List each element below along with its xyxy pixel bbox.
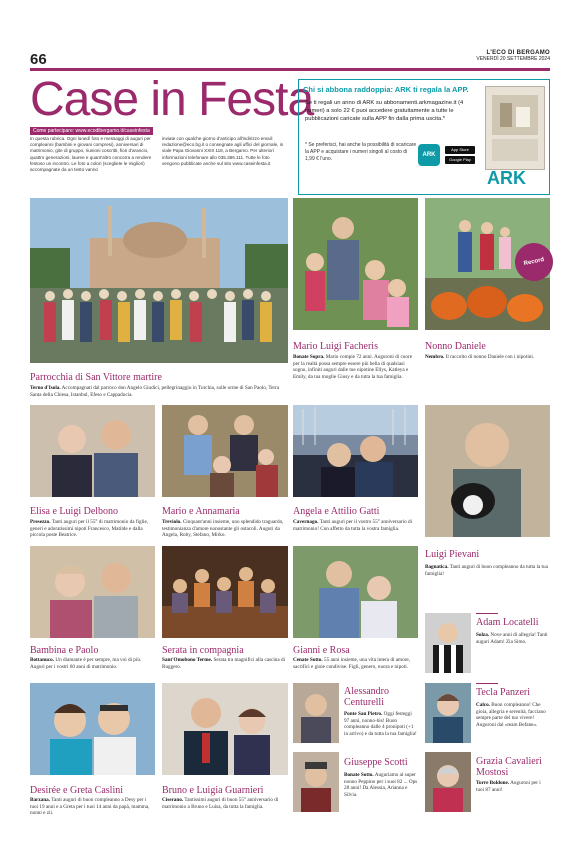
entry-title: Serata in compagnia: [162, 645, 244, 656]
entry-title: Tecla Panzeri: [476, 687, 530, 698]
issue-date: VENERDÌ 20 SETTEMBRE 2024: [476, 56, 550, 62]
header-rule: [30, 68, 550, 71]
google-play-badge[interactable]: Google Play: [445, 156, 475, 164]
ark-note: * Se preferisci, hai anche la possibilità di scaricare la APP e acquistare i numeri singoli al costo di 1,99 € l'uno.: [305, 142, 417, 162]
record-badge: Record: [511, 239, 556, 284]
newspaper-masthead: [476, 50, 550, 62]
entry-caption: Bagnatica. Tanti auguri di buon compleanno da tutta la tua famiglia!: [425, 564, 548, 577]
entry-title: Desirée e Greta Caslini: [30, 785, 124, 796]
entry-title: Grazia Cavalieri Mostosi: [476, 756, 542, 778]
entry-caption: Sant'Omobono Terme. Serata tra magnifici alla cascina di Ruggero.: [162, 657, 286, 670]
photo-adam: [425, 613, 471, 673]
entry-caption: Ponte San Pietro. Oggi festeggi 97 anni, nonno-bis! Buon compleanno dalle 4 pronipoti (+1 in arrivo) e da tutta la tua famiglia!: [344, 711, 417, 737]
entry-title: Luigi Pievani: [425, 549, 480, 560]
entry-caption: Cavernago. Tanti auguri per il vostro 55° anniversario di matrimonio! Con affetto da tutta la vostra famiglia.: [293, 519, 413, 532]
entry-caption: Ciserano. Tantissimi auguri di buon 55° anniversario di matrimonio a Bruno e Luisa, da tutta la famiglia.: [162, 797, 279, 810]
photo-gianni-rosa: [293, 546, 418, 638]
photo-giuseppe: [293, 752, 339, 812]
participate-tag[interactable]: Come partecipare: www.ecodibergamo.it/caseinfesta: [30, 127, 153, 135]
entry-title: Nonno Daniele: [425, 341, 486, 352]
ark-headline: Chi si abbona raddoppia: ARK ti regala la APP.: [303, 85, 469, 94]
photo-bruno-luigia: [162, 683, 288, 775]
entry-title: Bruno e Luigia Guarnieri: [162, 785, 264, 796]
entry-caption: Torre Boldone. Auguroni per i tuoi 87 anni!: [476, 780, 541, 793]
photo-alessandro: [293, 683, 339, 743]
entry-caption: Presezzo. Tanti auguri per il 55° di matrimonio da figlie, generi e adoratissimi nipoti Francesco, Matilde e dalla piccola poste Beatrice.: [30, 519, 149, 538]
photo-bambina-paolo: [30, 546, 155, 638]
entry-title: Adam Locatelli: [476, 617, 539, 628]
entry-rule: [476, 613, 498, 614]
section-title: Case in Festa: [30, 73, 314, 126]
entry-caption: Calco. Buon compleanno! Che gioia, allegria e serenità, facciano sempre parte del tuo vivere! Auguroni dal «team Befane».: [476, 702, 546, 728]
entry-caption: Bonate Sotto. Auguriamo al super nonno Peppino per i suoi 82 ... Ops 28 anni! Da Alessia, Arianna e Silvia.: [344, 772, 418, 798]
entry-rule: [476, 683, 498, 684]
intro-left-text: In questa rubrica. Ogni lunedì foto e messaggi di auguri per compleanni (bambini e giovani compresi), anniversari di matrimonio, gite di gruppo, riunioni coscritti, fiori d'arancio, quattro generazioni, lauree e quant'altro concorra a rendere festoso un incontro. Le foto a colori (scegliete le migliori) accompagnate da un testo vanno: [30, 136, 152, 173]
entry-title: Alessandro Centurelli: [344, 686, 389, 708]
entry-title: Angela e Attilio Gatti: [293, 506, 380, 517]
entry-caption: Barzana. Tanti auguri di buon compleanno a Desy per i tuoi 19 anni e a Greta per i tuoi 14 anni da papà, mamma, nonni e zii.: [30, 797, 150, 816]
entry-caption: Treviolo. Cinquant'anni insieme, uno splendido traguardo, testimonianza d'amore nonostante gli ostacoli. Auguri da Angela, Roby, Stefano, Mirko.: [162, 519, 284, 538]
photo-grazia: [425, 752, 471, 812]
intro-right-text: inviate con qualche giorno d'anticipo all'indirizzo email: redazione@eco.bg.it o consegnate agli uffici del giornale, in viale Papa Giovanni XXIII 118, a Bergamo. Per ulteriori informazioni telefonare allo 035.386.111. Tutte le foto vengono pubblicate anche sul sito www.caseinfesta.it: [162, 136, 284, 166]
ark-advertisement[interactable]: [298, 79, 550, 195]
entry-caption: Cenate Sotto. 55 anni insieme, una vita intera di amore, sacrifici e gioie condivise. Figli, genero, nuora e nipoti.: [293, 657, 410, 670]
entry-caption: Bonate Sopra. Mario compie 72 anni. Auguroni di cuore per la realtà possa sempre essere più bella di qualsiasi sogno, infiniti auguri dalle tue nipotine Ellys, Katleya e Emily, da tua moglie Giusy e da tutta la tua famiglia.: [293, 354, 413, 380]
photo-angela-attilio: [293, 405, 418, 497]
ark-magazine-cover: [485, 86, 545, 170]
entry-title: Bambina e Paolo: [30, 645, 99, 656]
app-store-badge[interactable]: App Store: [445, 146, 475, 154]
photo-tecla: [425, 683, 471, 743]
photo-grandfather-grandchildren: [293, 198, 418, 330]
ark-logo: ARK: [487, 168, 526, 188]
entry-title: Elisa e Luigi Delbono: [30, 506, 119, 517]
entry-caption: Solza. Nove anni di allegria! Tanti auguri Adam! Zia Simo.: [476, 632, 548, 645]
photo-mario-annamaria: [162, 405, 288, 497]
entry-caption: Nembro. Il raccolto di nonno Daniele con i nipotini.: [425, 354, 535, 360]
entry-title: Gianni e Rosa: [293, 645, 350, 656]
page-number: 66: [30, 51, 47, 68]
ark-body: Se ti regali un anno di ARK su abbonamenti.arkmagazine.it (4 numeri) a solo 22 € puoi accedere gratuitamente a tutte le pubblicazioni caricate sulla APP fin dalla prima uscita.*: [305, 100, 464, 122]
entry-title: Mario Luigi Facheris: [293, 341, 378, 352]
newspaper-name: L'ECO DI BERGAMO: [486, 50, 550, 56]
entry-title: Parrocchia di San Vittore martire: [30, 372, 162, 383]
entry-caption: Terno d'Isola. Accompagnati dal parroco don Angelo Giudici, pellegrinaggio in Turchia, sulle orme di San Paolo, Terra Santa della Chiesa, Istanbul, Efeso e Cappadocia.: [30, 385, 280, 398]
entry-title: Giuseppe Scotti: [344, 757, 408, 768]
photo-serata-compagnia: [162, 546, 288, 638]
photo-elisa-luigi: [30, 405, 155, 497]
photo-pilgrimage-group: [30, 198, 288, 363]
entry-caption: Bottanuco. Un diamante è per sempre, ma voi di più. Auguri per i vostri 60 anni di matrimonio.: [30, 657, 142, 670]
photo-luigi-pievani: [425, 405, 550, 537]
ark-app-logo: ARK: [418, 144, 440, 166]
entry-title: Mario e Annamaria: [162, 506, 240, 517]
photo-desiree-greta: [30, 683, 155, 775]
